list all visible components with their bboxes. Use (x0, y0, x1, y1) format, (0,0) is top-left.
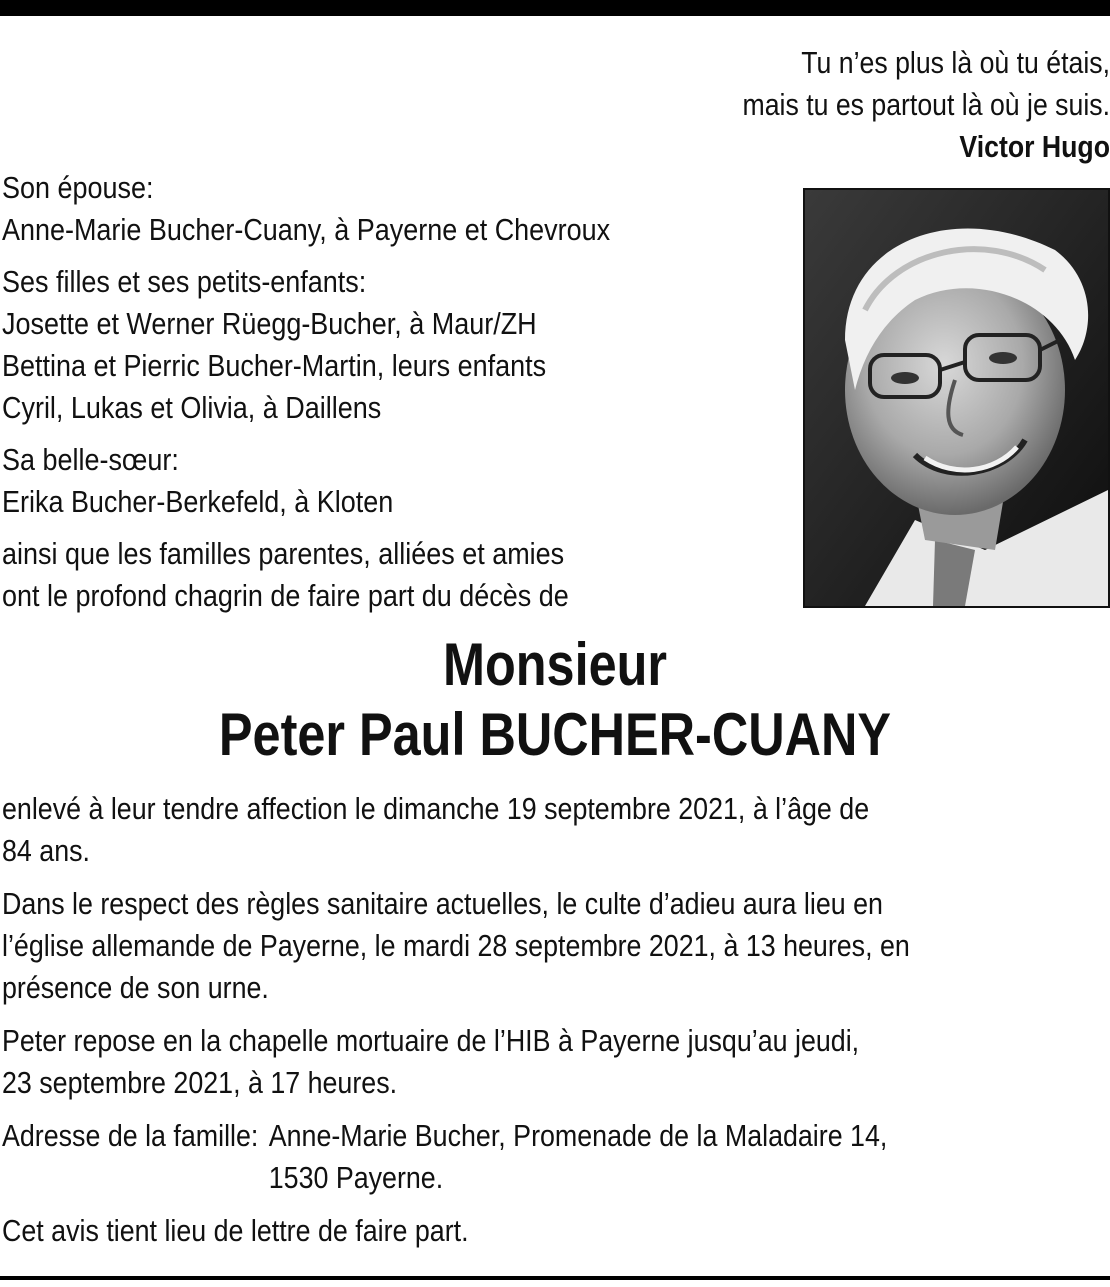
children-paragraph (2, 261, 698, 429)
children-heading: Ses filles et ses petits-enfants: (2, 264, 367, 299)
bottom-rule (0, 1276, 1110, 1280)
service-line-2: l’église allemande de Payerne, le mardi 28 septembre 2021, à 13 heures, en (2, 928, 910, 963)
address-paragraph (2, 1115, 1109, 1199)
family-list (2, 167, 698, 627)
portrait-illustration (805, 190, 1108, 606)
closing-paragraph (2, 533, 698, 617)
quote-line-1: Tu n’es plus là où tu étais, (801, 45, 1110, 80)
spouse-heading: Son épouse: (2, 170, 154, 205)
deceased-name: Peter Paul BUCHER-CUANY (218, 701, 892, 768)
children-line-1: Josette et Werner Rüegg-Bucher, à Maur/ZH (2, 306, 537, 341)
sister-paragraph (2, 439, 698, 523)
quote-line-2: mais tu es partout là où je suis. (742, 87, 1110, 122)
passing-line-1: enlevé à leur tendre affection le dimanche 19 septembre 2021, à l’âge de (2, 791, 870, 826)
service-line-3: présence de son urne. (2, 970, 269, 1005)
portrait-photo (803, 188, 1110, 608)
spouse-name: Anne-Marie Bucher-Cuany, à Payerne et Chevroux (2, 212, 611, 247)
passing-line-2: 84 ans. (2, 833, 90, 868)
passing-paragraph (2, 788, 1109, 872)
address-line-1: Anne-Marie Bucher, Promenade de la Maladaire 14, (268, 1118, 888, 1153)
epigraph-quote (508, 42, 1110, 168)
service-paragraph (2, 883, 1109, 1009)
viewing-line-2: 23 septembre 2021, à 17 heures. (2, 1065, 398, 1100)
closing-line-1: ainsi que les familles parentes, alliées et amies (2, 536, 565, 571)
deceased-name-block (0, 630, 1110, 770)
notice-paragraph (2, 1210, 1109, 1252)
announcement-details (2, 788, 1109, 1263)
sister-name: Erika Bucher-Berkefeld, à Kloten (2, 484, 394, 519)
notice-text: Cet avis tient lieu de lettre de faire part. (2, 1213, 469, 1248)
children-line-3: Cyril, Lukas et Olivia, à Daillens (2, 390, 382, 425)
viewing-paragraph (2, 1020, 1109, 1104)
address-label: Adresse de la famille: (2, 1118, 259, 1153)
viewing-line-1: Peter repose en la chapelle mortuaire de l’HIB à Payerne jusqu’au jeudi, (2, 1023, 860, 1058)
top-rule (0, 0, 1110, 16)
address-line-2: 1530 Payerne. (268, 1160, 444, 1195)
deceased-title: Monsieur (442, 631, 668, 698)
spouse-paragraph (2, 167, 698, 251)
address-lines (258, 1115, 887, 1199)
service-line-1: Dans le respect des règles sanitaire actuelles, le culte d’adieu aura lieu en (2, 886, 883, 921)
sister-heading: Sa belle-sœur: (2, 442, 179, 477)
children-line-2: Bettina et Pierric Bucher-Martin, leurs enfants (2, 348, 547, 383)
closing-line-2: ont le profond chagrin de faire part du décès de (2, 578, 569, 613)
quote-author: Victor Hugo (959, 129, 1110, 164)
